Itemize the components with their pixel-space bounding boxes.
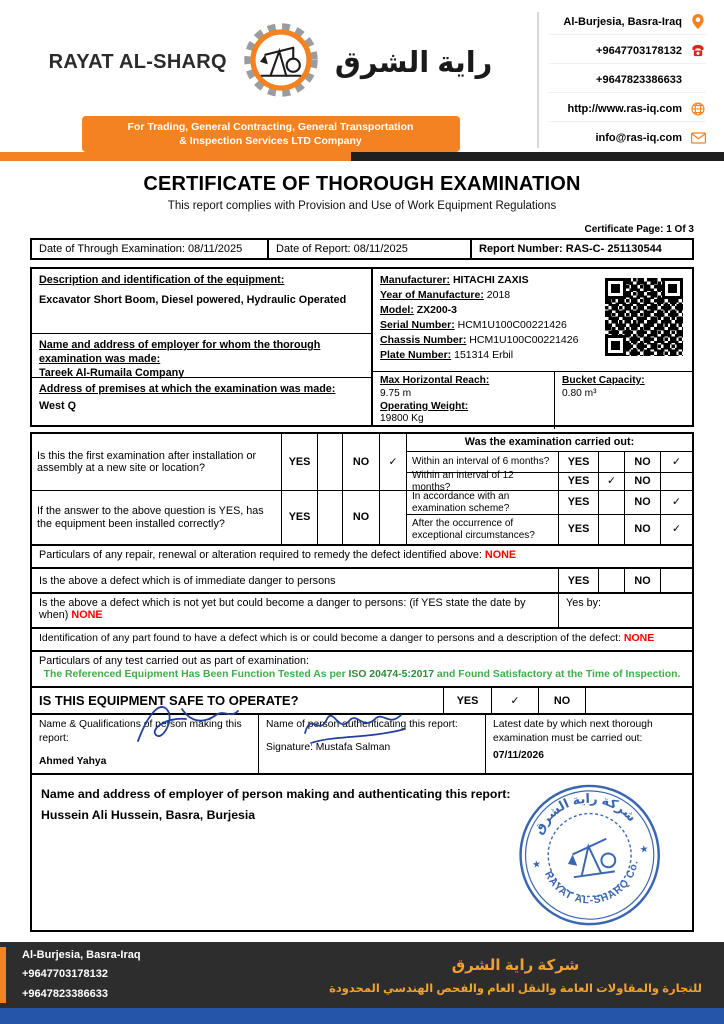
footer-arabic-description: للتجارة والمقاولات العامة والنقل العام والفحص الهندسي المحدودة bbox=[329, 982, 702, 995]
exam-date-cell: Date of Through Examination: 08/11/2025 bbox=[32, 240, 269, 258]
stripe-orange bbox=[0, 152, 351, 161]
stamp-star-right: ★ bbox=[639, 843, 650, 856]
model-value: ZX200-3 bbox=[416, 303, 458, 316]
premises-cell: Address of premises at which the examination was made: West Q bbox=[32, 377, 371, 425]
footer-blue-bar bbox=[0, 1008, 724, 1024]
not-yet-danger-row bbox=[30, 594, 694, 629]
safe-to-operate-row: IS THIS EQUIPMENT SAFE TO OPERATE? YES ✓ NO bbox=[30, 688, 694, 715]
immediate-danger-question: Is the above a defect which is of immediate danger to persons bbox=[32, 569, 559, 592]
company-name-english: RAYAT AL-SHARQ bbox=[48, 51, 227, 73]
authenticator-signature-name: Signature: Mustafa Salman bbox=[266, 741, 391, 753]
exam-date-value: 08/11/2025 bbox=[188, 243, 243, 255]
premises-value: West Q bbox=[39, 400, 76, 413]
stripe-dark bbox=[351, 152, 724, 161]
employer-value: Tareek Al-Rumaila Company bbox=[39, 367, 185, 380]
globe-icon bbox=[690, 102, 706, 116]
immediate-danger-row: Is the above a defect which is of immediate danger to persons YES NO bbox=[30, 569, 694, 594]
safe-to-operate-question: IS THIS EQUIPMENT SAFE TO OPERATE? bbox=[32, 688, 444, 713]
immediate-no-mark bbox=[661, 569, 692, 592]
header bbox=[0, 0, 724, 152]
question-installed-correctly: If the answer to the above question is YES, has the equipment been installed correctly? bbox=[32, 491, 282, 544]
employer-of-signatories-block: Name and address of employer of person making and authenticating this report: Hussein Ali Hussein, Basra, Burjesia شركة راية الشرق RAYAT AL-SHARQ Co. ★ ★ bbox=[30, 775, 694, 932]
contact-website: http://www.ras-iq.com bbox=[549, 97, 706, 122]
gear-pumpjack-logo-icon bbox=[239, 18, 323, 107]
authenticator-cell: Name of person authenticating this report: Signature: Mustafa Salman bbox=[259, 715, 486, 773]
q2-yes-mark bbox=[318, 491, 343, 544]
employer-of-signatories-value: Hussein Ali Hussein, Basra, Burjesia bbox=[41, 808, 256, 822]
footer-orange-accent bbox=[0, 947, 6, 1003]
bucket-capacity-cell: Bucket Capacity: 0.80 m³ bbox=[555, 372, 692, 429]
company-name-arabic: راية الشرق bbox=[334, 47, 493, 79]
report-number-value: RAS-C- 251130544 bbox=[565, 243, 662, 255]
footer-arabic-company: شركة راية الشرق bbox=[451, 956, 580, 974]
next-examination-cell: Latest date by which next thorough examination must be carried out: 07/11/2026 bbox=[486, 715, 692, 773]
repair-none-value: NONE bbox=[484, 549, 517, 561]
certificate-page-number: Certificate Page: 1 Of 3 bbox=[584, 224, 694, 235]
reach-value: 9.75 m bbox=[380, 387, 412, 399]
report-maker-cell: Name & Qualifications of person making this report: Ahmed Yahya bbox=[32, 715, 259, 773]
envelope-icon bbox=[690, 132, 706, 144]
stamp-english-text: RAYAT AL-SHARQ Co. bbox=[542, 859, 641, 907]
exceptional-yes-mark bbox=[599, 515, 625, 544]
repair-particulars-row: Particulars of any repair, renewal or alteration required to remedy the defect identified above: NONE bbox=[30, 546, 694, 569]
interval12-no-mark bbox=[661, 473, 692, 491]
yes-by-cell: Yes by: bbox=[566, 597, 602, 609]
header-stripe bbox=[0, 152, 724, 161]
contact-info bbox=[549, 8, 706, 152]
identification-none-value: NONE bbox=[623, 632, 655, 644]
equipment-description-value: Excavator Short Boom, Diesel powered, Hydraulic Operated bbox=[39, 294, 347, 307]
certificate-subtitle: This report complies with Provision and Use of Work Equipment Regulations bbox=[167, 200, 557, 212]
interval6-yes-mark bbox=[599, 452, 625, 473]
contact-email: info@ras-iq.com bbox=[549, 126, 706, 151]
dates-row bbox=[30, 238, 694, 260]
safe-blank-cell bbox=[586, 688, 692, 713]
scheme-yes-mark bbox=[599, 491, 625, 515]
equipment-details: Manufacturer: HITACHI ZAXIS Year of Manufacture: 2018 Model: ZX200-3 Serial Number: HCM1U100C00221426 Chassis Number: HCM1U100C00221426 Plate Number: 151314 Erbil bbox=[380, 274, 579, 361]
footer-phone-1: +9647703178132 bbox=[22, 968, 108, 981]
certificate-body bbox=[30, 238, 694, 932]
reach-weight-cell: Max Horizontal Reach: 9.75 m Operating Weight: 19800 Kg bbox=[373, 372, 555, 429]
plate-value: 151314 Erbil bbox=[454, 348, 514, 361]
test-particulars-row: Particulars of any test carried out as part of examination: The Referenced Equipment Has Been Function Tested As per ISO 20474-5:2017 and Found Satisfactory at the Time of Inspection. bbox=[30, 652, 694, 688]
equipment-left-column bbox=[32, 269, 373, 425]
serial-value: HCM1U100C00221426 bbox=[457, 318, 567, 331]
stamp-arabic-text: شركة راية الشرق bbox=[530, 790, 640, 837]
report-maker-name: Ahmed Yahya bbox=[39, 755, 107, 767]
qr-code bbox=[600, 273, 688, 361]
not-yet-danger-question: Is the above a defect which is not yet but could become a danger to persons: (if YES state the date by when) NONE bbox=[32, 594, 559, 627]
not-yet-none-value: NONE bbox=[71, 609, 103, 621]
chassis-value: HCM1U100C00221426 bbox=[469, 333, 579, 346]
location-pin-icon bbox=[690, 14, 706, 29]
header-divider bbox=[537, 12, 539, 148]
title-block bbox=[0, 173, 724, 212]
safe-yes-mark: ✓ bbox=[492, 688, 539, 713]
phone-icon bbox=[690, 44, 706, 57]
report-date-cell: Date of Report: 08/11/2025 bbox=[269, 240, 472, 258]
scheme-no-mark: ✓ bbox=[661, 491, 692, 515]
iso-standard-reference: ISO 20474-5:2017 bbox=[348, 669, 435, 680]
manufacturer-value: HITACHI ZAXIS bbox=[452, 274, 529, 286]
bucket-value: 0.80 m³ bbox=[562, 387, 597, 399]
company-tagline: For Trading, General Contracting, General Transportation & Inspection Services LTD Company bbox=[82, 116, 460, 152]
immediate-yes-mark bbox=[599, 569, 625, 592]
equipment-block bbox=[30, 267, 694, 427]
contact-address: Al-Burjesia, Basra-Iraq bbox=[549, 10, 706, 35]
stamp-star-left: ★ bbox=[531, 858, 542, 871]
equipment-description-cell: Description and identification of the equipment: Excavator Short Boom, Diesel powered, Hydraulic Operated bbox=[32, 269, 371, 333]
company-branding bbox=[18, 8, 523, 152]
contact-phone-2: +9647823386633 bbox=[549, 68, 706, 93]
defect-identification-row: Identification of any part found to have a defect which is or could become a danger to persons and a description of the defect: NONE bbox=[30, 629, 694, 652]
footer-arabic bbox=[329, 956, 702, 995]
equipment-right-column bbox=[373, 269, 692, 425]
year-value: 2018 bbox=[486, 288, 511, 301]
report-number-cell: Report Number: RAS-C- 251130544 bbox=[479, 243, 662, 255]
signatures-row bbox=[30, 715, 694, 775]
q2-no-mark bbox=[380, 491, 407, 544]
employer-cell: Name and address of employer for whom the thorough examination was made: Tareek Al-Rumaila Company bbox=[32, 333, 371, 377]
contact-phone-1: +9647703178132 bbox=[549, 39, 706, 64]
question-exam-scheme: In accordance with an examination scheme? bbox=[407, 491, 559, 515]
q1-no-mark: ✓ bbox=[380, 434, 407, 491]
examination-questions-grid: Is this the first examination after installation or assembly at a new site or location? YES NO ✓ Was the examination carried out: Within an interval of 6 months? YES NO ✓ Within an interval of 12 months? YES ✓ NO If the answer to the above question is YES, has the equipment been installed correctly? YES NO In accordance with an examination scheme? YES NO ✓ After the occurrence of exceptional circumstances? YES NO ✓ bbox=[30, 432, 694, 546]
next-examination-date: 07/11/2026 bbox=[493, 749, 544, 761]
q1-yes-mark bbox=[318, 434, 343, 491]
equipment-specs-row bbox=[373, 371, 692, 425]
stamp-pumpjack-icon bbox=[569, 838, 617, 877]
question-exceptional: After the occurrence of exceptional circumstances? bbox=[407, 515, 559, 544]
footer-address: Al-Burjesia, Basra-Iraq bbox=[22, 949, 141, 962]
question-interval-6: Within an interval of 6 months? bbox=[407, 452, 559, 473]
question-interval-12: Within an interval of 12 months? bbox=[407, 473, 559, 491]
weight-value: 19800 Kg bbox=[380, 413, 424, 425]
footer-phone-2: +9647823386633 bbox=[22, 987, 108, 1000]
report-date-value: 08/11/2025 bbox=[353, 243, 408, 255]
company-stamp bbox=[506, 771, 674, 943]
test-result-statement: The Referenced Equipment Has Been Function Tested As per ISO 20474-5:2017 and Found Satisfactory at the Time of Inspection. bbox=[43, 669, 681, 680]
carried-out-header: Was the examination carried out: bbox=[407, 434, 692, 452]
interval6-no-mark: ✓ bbox=[661, 452, 692, 473]
exceptional-no-mark: ✓ bbox=[671, 523, 682, 536]
footer bbox=[0, 942, 724, 1008]
question-first-exam: Is this the first examination after installation or assembly at a new site or location? bbox=[32, 434, 282, 491]
certificate-title: CERTIFICATE OF THOROUGH EXAMINATION bbox=[143, 173, 581, 195]
interval12-yes-mark: ✓ bbox=[599, 473, 625, 491]
footer-contact bbox=[22, 946, 141, 1004]
